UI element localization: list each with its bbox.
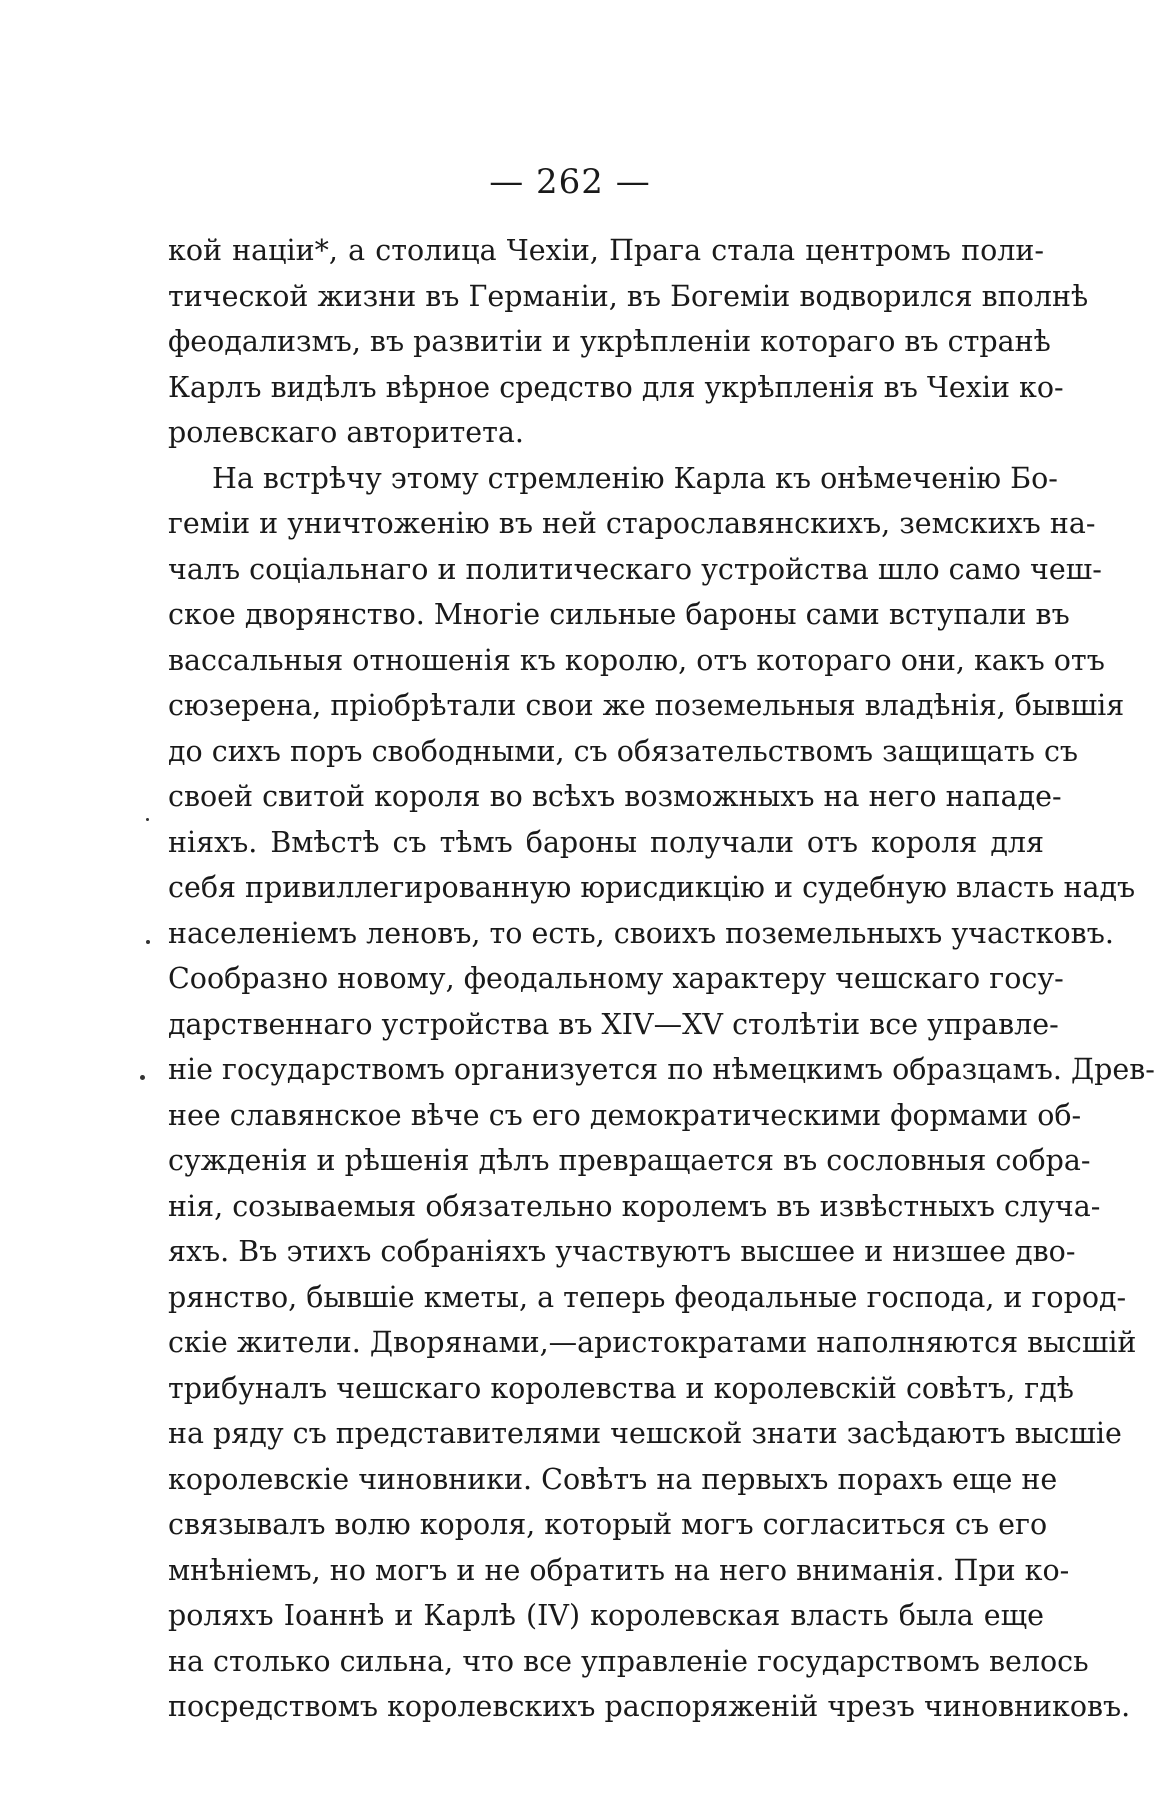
text-line: ніяхъ. Вмѣстѣ съ тѣмъ бароны получали отъ короля для [168,825,1044,859]
text-line: ское дворянство. Многіе сильные бароны сами вступали въ [168,598,1070,631]
text-line: нія, созываемыя обязательно королемъ въ извѣстныхъ случа- [168,1189,1101,1223]
text-line: вассальныя отношенія къ королю, отъ котораго они, какъ отъ [168,643,1105,677]
text-line: населеніемъ леновъ, то есть, своихъ поземельныхъ участковъ. [168,916,1114,950]
text-line: кой націи*, а столица Чехіи, Прага стала центромъ поли- [168,234,1044,267]
text-line: На встрѣчу этому стремленію Карла къ онѣмеченію Бо- [212,461,1058,495]
text-line: геміи и уничтоженію въ ней старославянскихъ, земскихъ на- [168,507,1096,540]
text-line: королевскіе чиновники. Совѣтъ на первыхъ порахъ еще не [168,1462,1058,1496]
text-line: нее славянское вѣче съ его демократическими формами об- [168,1098,1082,1132]
text-line: Карлъ видѣлъ вѣрное средство для укрѣпленія въ Чехіи ко- [168,370,1064,404]
text-line: на ряду съ представителями чешской знати засѣдаютъ высшіе [168,1417,1122,1450]
text-line: роляхъ Іоаннѣ и Карлѣ (IV) королевская власть была еще [168,1599,1044,1632]
scan-speck [146,940,150,944]
text-line: ролевскаго авторитета. [168,416,524,449]
text-line: себя привиллегированную юрисдикцію и судебную власть надъ [168,871,1136,904]
text-line: ніе государствомъ организуется по нѣмецкимъ образцамъ. Древ- [168,1053,1155,1086]
text-line: рянство, бывшіе кметы, а теперь феодальные господа, и город- [168,1280,1127,1314]
text-line: дарственнаго устройства въ XIV—XV столѣтіи все управле- [168,1007,1059,1041]
text-line: посредствомъ королевскихъ распоряженій чрезъ чиновниковъ. [168,1690,1131,1723]
text-line: скіе жители. Дворянами,—аристократами наполняются высшій [168,1326,1137,1359]
text-line: связывалъ волю короля, который могъ согласиться съ его [168,1508,1048,1541]
text-line: до сихъ поръ свободными, съ обязательствомъ защищать съ [168,734,1079,768]
page-number: — 262 — [489,162,651,202]
text-line: феодализмъ, въ развитіи и укрѣпленіи котораго въ странѣ [168,325,1051,358]
text-line: трибуналъ чешскаго королевства и королевскій совѣтъ, гдѣ [168,1371,1074,1405]
scan-speck [140,1075,145,1080]
text-line: яхъ. Въ этихъ собраніяхъ участвуютъ высшее и низшее дво- [168,1235,1076,1268]
text-line: своей свитой короля во всѣхъ возможныхъ на него нападе- [168,780,1062,813]
text-line: сужденія и рѣшенія дѣлъ превращается въ сословныя собра- [168,1144,1091,1177]
text-line: на столько сильна, что все управленіе государствомъ велось [168,1644,1089,1678]
text-line: тической жизни въ Германіи, въ Богеміи водворился вполнѣ [168,279,1089,313]
text-line: мнѣніемъ, но могъ и не обратить на него вниманія. При ко- [168,1553,1070,1587]
scan-speck [146,818,149,821]
text-line: чалъ соціальнаго и политическаго устройства шло само чеш- [168,552,1102,586]
body-text [168,228,1155,1730]
text-line: Сообразно новому, феодальному характеру чешскаго госу- [168,962,1064,995]
text-line: сюзерена, пріобрѣтали свои же поземельныя владѣнія, бывшія [168,689,1125,722]
